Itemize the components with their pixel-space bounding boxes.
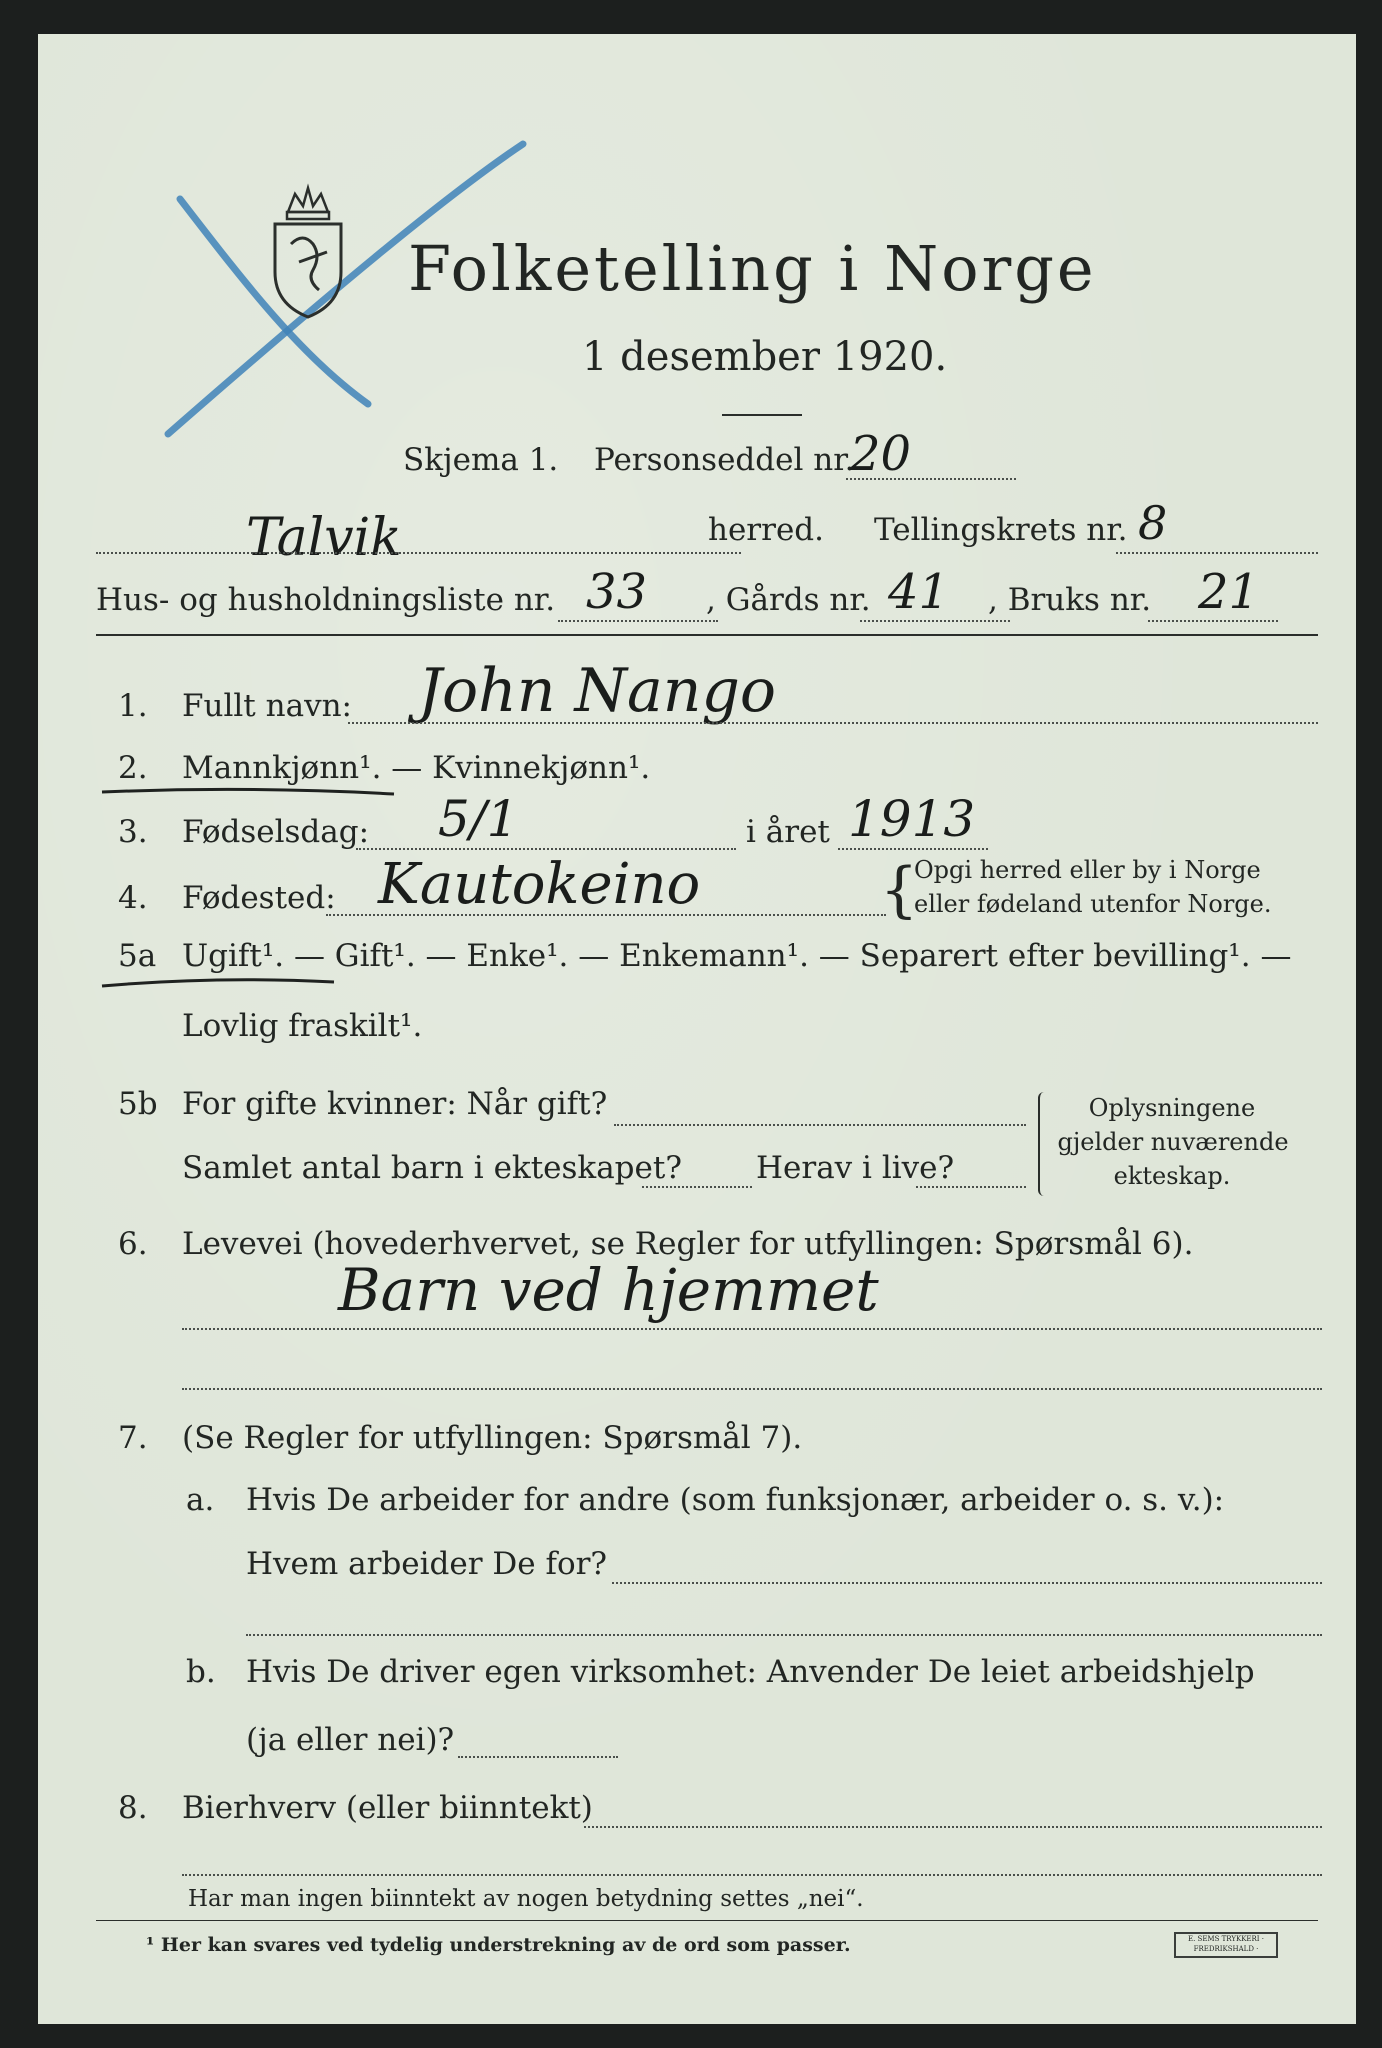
q5b-label-married-when: For gifte kvinner: Når gift?: [182, 1086, 608, 1122]
q7-number: 7.: [118, 1420, 148, 1456]
q2-label: Mannkjønn¹. — Kvinnekjønn¹.: [182, 750, 651, 786]
side-income-line-1: [584, 1826, 1322, 1828]
q8-number: 8.: [118, 1790, 148, 1826]
marital-underline-mark: [98, 974, 338, 994]
title-rule: [722, 414, 802, 416]
employer-line-1: [612, 1582, 1322, 1584]
personseddel-value: 20: [850, 426, 912, 482]
census-form: [38, 34, 1356, 2024]
q7-label: (Se Regler for utfyllingen: Spørsmål 7).: [182, 1420, 803, 1456]
tellingskrets-value: 8: [1138, 496, 1168, 550]
birthplace-note-1: Opgi herred eller by i Norge: [914, 856, 1261, 884]
q5b-number: 5b: [118, 1086, 158, 1122]
tellingskrets-label: Tellingskrets nr.: [874, 512, 1128, 548]
side-income-line-2: [182, 1874, 1322, 1876]
q7a-line1: Hvis De arbeider for andre (som funksjonær, arbeider o. s. v.):: [246, 1482, 1225, 1518]
q6-label: Levevei (hovederhvervet, se Regler for utfyllingen: Spørsmål 6).: [182, 1226, 1194, 1262]
q7b-line1: Hvis De driver egen virksomhet: Anvender De leiet arbeidshjelp: [246, 1654, 1255, 1690]
q5b-label-children: Samlet antal barn i ekteskapet?: [182, 1150, 682, 1186]
footer-rule: [96, 1920, 1318, 1921]
q5b-note-2: gjelder nuværende: [1057, 1128, 1289, 1156]
footer-note: Har man ingen biinntekt av nogen betydning settes „nei“.: [188, 1886, 864, 1912]
census-date: 1 desember 1920.: [582, 334, 948, 380]
skjema-label: Skjema 1.: [403, 442, 559, 478]
tellingskrets-line: [1116, 552, 1318, 554]
year-line: [838, 848, 988, 850]
gards-label: , Gårds nr.: [706, 582, 871, 618]
section-divider: [96, 634, 1318, 636]
alive-line: [916, 1186, 1026, 1188]
herred-value: Talvik: [246, 508, 402, 568]
q1-number: 1.: [118, 688, 148, 724]
birthday-value: 5/1: [438, 790, 519, 848]
q5b-note-3: ekteskap.: [1113, 1162, 1231, 1190]
q8-label: Bierhverv (eller biinntekt): [182, 1790, 593, 1826]
q5b-note-1: Oplysningene: [1088, 1094, 1256, 1122]
herred-label: herred.: [708, 512, 824, 548]
hired-help-line: [458, 1756, 618, 1758]
form-title: Folketelling i Norge: [408, 232, 1097, 305]
husliste-value: 33: [586, 564, 648, 620]
full-name-value: John Nango: [418, 656, 776, 726]
gards-line: [860, 620, 1010, 622]
birthplace-note-2: eller fødeland utenfor Norge.: [914, 890, 1272, 918]
herred-line: [96, 552, 741, 554]
year-label: i året: [746, 814, 830, 850]
birthplace-value: Kautokeino: [378, 852, 701, 917]
birthplace-line: [326, 914, 886, 916]
q4-label: Fødested:: [182, 880, 336, 916]
husliste-label: Hus- og husholdningsliste nr.: [96, 582, 556, 618]
sex-underline-mark: [98, 782, 398, 802]
q2-number: 2.: [118, 750, 148, 786]
full-name-line: [348, 722, 1318, 724]
birthplace-brace: {: [880, 855, 919, 925]
q3-label: Fødselsdag:: [182, 814, 370, 850]
husliste-line: [558, 620, 718, 622]
q5b-label-alive: Herav i live?: [756, 1150, 955, 1186]
q7a-letter: a.: [186, 1482, 215, 1518]
bruks-value: 21: [1198, 564, 1260, 620]
q5a-number: 5a: [118, 938, 157, 974]
gards-value: 41: [888, 564, 950, 620]
bruks-label: , Bruks nr.: [988, 582, 1152, 618]
q7b-line2: (ja eller nei)?: [246, 1722, 455, 1758]
footnote: ¹ Her kan svares ved tydelig understrekning av de ord som passer.: [146, 1934, 851, 1956]
printer-stamp: E. SEMS TRYKKERI · FREDRIKSHALD ·: [1174, 1932, 1278, 1958]
q5a-line1: Ugift¹. — Gift¹. — Enke¹. — Enkemann¹. — Separert efter bevilling¹. —: [182, 938, 1292, 974]
married-when-line: [614, 1124, 1026, 1126]
q6-number: 6.: [118, 1226, 148, 1262]
q5b-bracket: [1038, 1092, 1046, 1196]
personseddel-label: Personseddel nr.: [594, 442, 855, 478]
occupation-line-1: [182, 1328, 1322, 1330]
q3-number: 3.: [118, 814, 148, 850]
q5a-line2: Lovlig fraskilt¹.: [182, 1008, 423, 1044]
norwegian-coat-of-arms-icon: [263, 182, 353, 322]
employer-line-2: [246, 1634, 1322, 1636]
bruks-line: [1148, 620, 1278, 622]
occupation-line-2: [182, 1388, 1322, 1390]
q1-label: Fullt navn:: [182, 688, 352, 724]
birthday-line: [356, 848, 736, 850]
q4-number: 4.: [118, 880, 148, 916]
children-line: [642, 1186, 752, 1188]
birth-year-value: 1913: [848, 790, 976, 848]
q7b-letter: b.: [186, 1654, 216, 1690]
occupation-value: Barn ved hjemmet: [338, 1256, 879, 1324]
q7a-line2: Hvem arbeider De for?: [246, 1546, 608, 1582]
personseddel-line: [846, 478, 1016, 480]
